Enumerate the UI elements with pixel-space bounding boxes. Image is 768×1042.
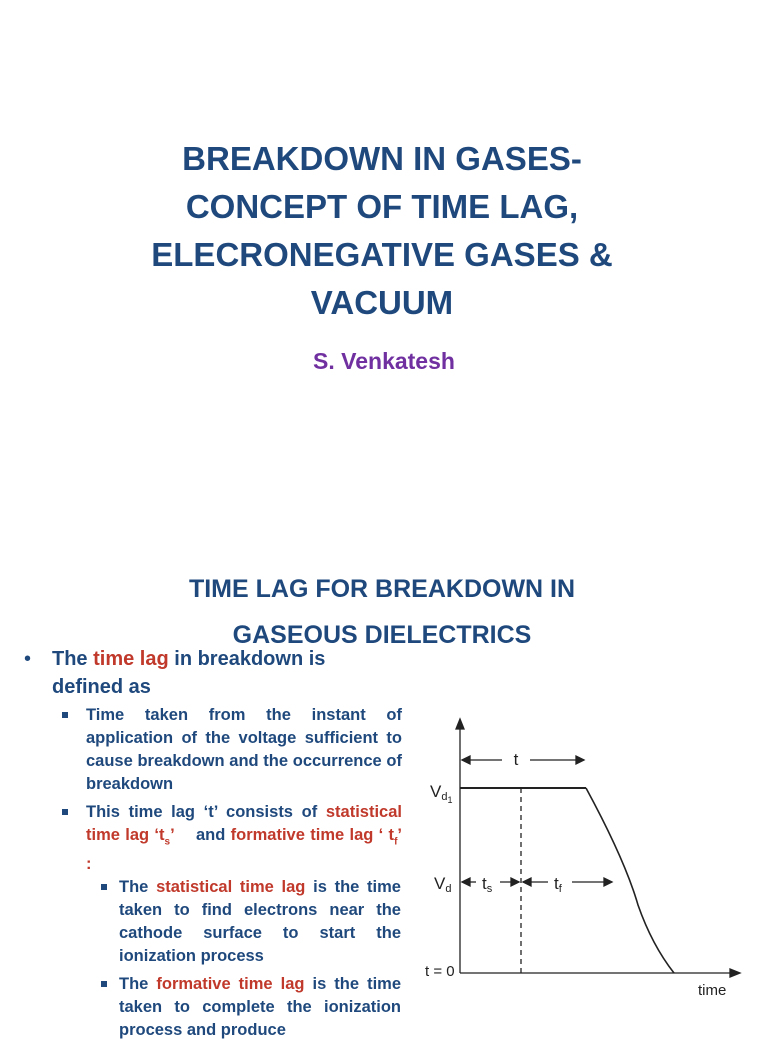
voltage-collapse-curve: [586, 788, 674, 973]
label-time: time: [698, 982, 727, 999]
label-t0: t = 0: [425, 963, 455, 980]
y-axis-arrow-icon: [456, 719, 464, 729]
square-bullet-icon: [101, 981, 107, 987]
author-name: S. Venkatesh: [313, 348, 455, 374]
sub-bullet-components: This time lag ‘t’ consists of statistical time lag ‘$t_s$’ and formative time lag ‘ $t_f$’ :: [62, 801, 402, 876]
title-line: BREAKDOWN IN GASES-: [182, 140, 582, 177]
label-tf: tf: [554, 874, 562, 895]
label-vd1: Vd1: [430, 782, 453, 805]
label-t: t: [513, 750, 519, 769]
square-bullet-icon: [101, 884, 107, 890]
highlight-text: time lag: [93, 648, 169, 670]
title-line: CONCEPT OF TIME LAG,: [185, 188, 579, 225]
time-lag-diagram: [420, 715, 750, 1005]
document-page: BREAKDOWN IN GASES- CONCEPT OF TIME LAG, ELECRONEGATIVE GASES & VACUUM S. Venkatesh TIME LAG FOR BREAKDOWN IN GASEOUS DIELECTRICS • The time lag in breakdown is defined as Time taken from the instant of application of the voltage sufficient to cause breakdown and the occurrence of breakdown This time lag ‘t’ consists of statistical time lag ‘$t_s$’ and formative time lag ‘ $t_f$’ : The statistical time lag is the time taken to find electrons near the cathode surface to start the ionization process The formative time lag is the time taken to complete the ionization process and produce t Vd1 Vd ts tf t = 0 time: [0, 0, 768, 1024]
title-line: VACUUM: [310, 284, 454, 321]
title-line: GASEOUS DIELECTRICS: [232, 621, 532, 649]
sub-bullet-statistical: The statistical time lag is the time taken to find electrons near the cathode surface to start the ionization process: [96, 876, 401, 968]
slide-1-title: [60, 135, 704, 327]
sub-bullet-definition: Time taken from the instant of application of the voltage sufficient to cause breakdown and the occurrence of breakdown: [62, 704, 402, 796]
label-vd: Vd: [434, 874, 452, 895]
title-line: TIME LAG FOR BREAKDOWN IN: [188, 575, 576, 603]
title-line: ELECRONEGATIVE GASES &: [151, 236, 613, 273]
bullet-marker: •: [24, 648, 32, 670]
sub-bullet-formative: The formative time lag is the time taken to complete the ionization process and produce: [96, 973, 401, 1042]
label-ts: ts: [482, 874, 493, 895]
square-bullet-icon: [62, 809, 68, 815]
x-axis-arrow-icon: [730, 969, 740, 977]
square-bullet-icon: [62, 712, 68, 718]
